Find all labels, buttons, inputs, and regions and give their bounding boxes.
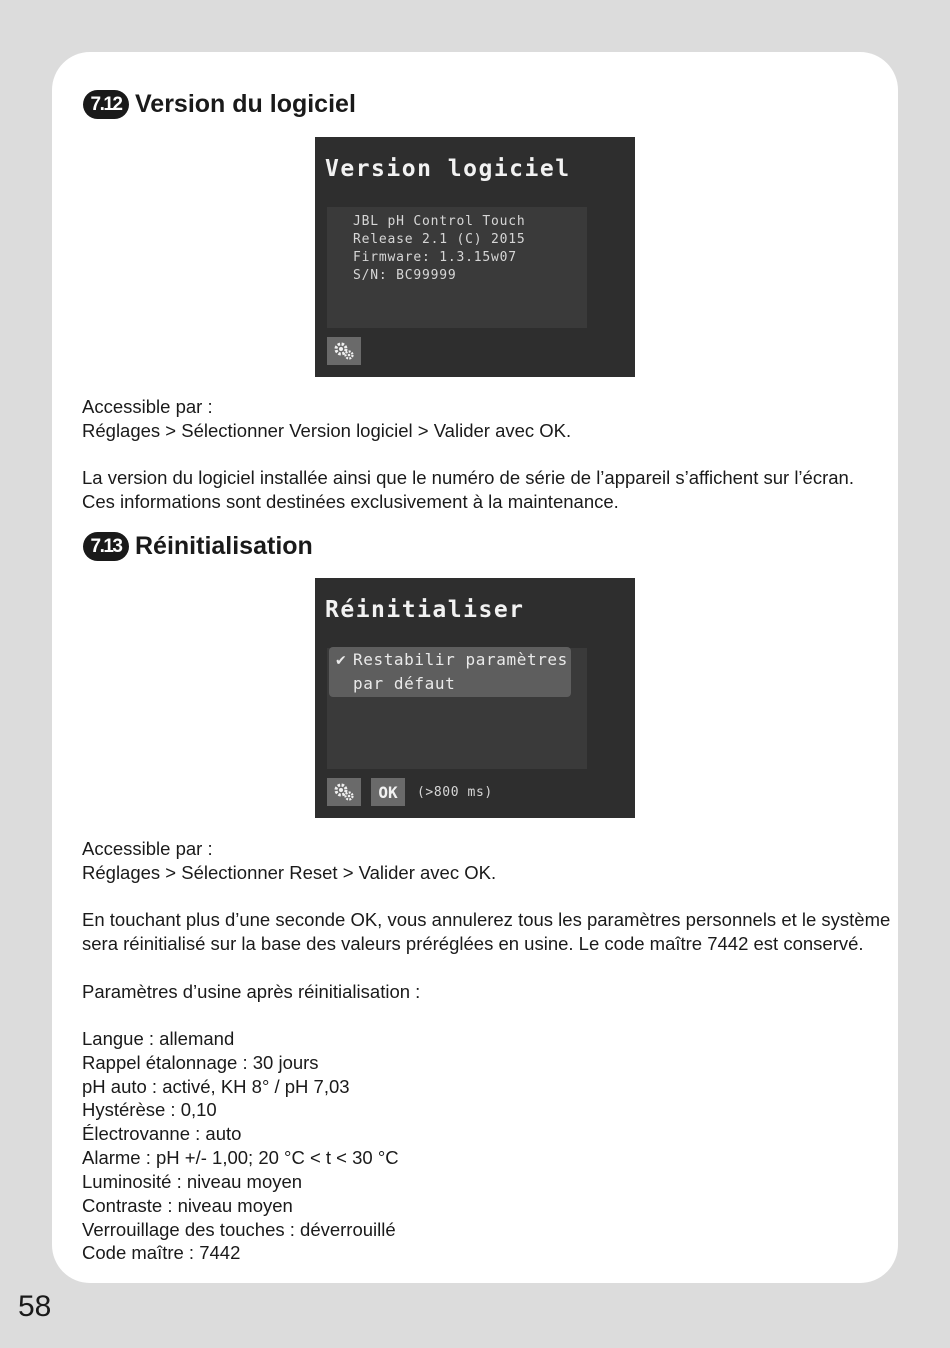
factory-setting-item: pH auto : activé, KH 8° / pH 7,03 [82, 1076, 350, 1097]
section-number-badge: 7.13 [83, 532, 129, 561]
description-line: sera réinitialisé sur la base des valeurs préréglées en usine. Le code maître 7442 est conservé. [82, 933, 864, 954]
option-label: par défaut [353, 674, 456, 693]
section-title: Version du logiciel [135, 90, 356, 118]
settings-button[interactable] [327, 778, 361, 806]
section-heading-version [83, 90, 356, 119]
version-screen [315, 137, 635, 377]
section-heading-reset [83, 532, 313, 561]
factory-setting-item: Hystérèse : 0,10 [82, 1099, 217, 1120]
access-label: Accessible par : [82, 396, 213, 417]
info-line-release: Release 2.1 (C) 2015 [353, 232, 526, 247]
page-number: 58 [18, 1290, 52, 1323]
description-line: Ces informations sont destinées exclusivement à la maintenance. [82, 491, 619, 512]
restore-defaults-option[interactable] [329, 647, 571, 697]
check-icon: ✔ [335, 652, 347, 668]
factory-setting-item: Électrovanne : auto [82, 1123, 242, 1144]
description-line: La version du logiciel installée ainsi que le numéro de série de l’appareil s’affichent sur l’écran. [82, 467, 854, 488]
info-panel [327, 207, 587, 328]
factory-setting-item: Verrouillage des touches : déverrouillé [82, 1219, 396, 1240]
settings-button[interactable] [327, 337, 361, 365]
description-line: En touchant plus d’une seconde OK, vous annulerez tous les paramètres personnels et le système [82, 909, 891, 930]
factory-settings-heading: Paramètres d’usine après réinitialisation : [82, 981, 421, 1002]
info-line-serial: S/N: BC99999 [353, 268, 457, 283]
gears-icon [333, 341, 355, 361]
section-number-badge: 7.12 [83, 90, 129, 119]
access-path: Réglages > Sélectionner Reset > Valider avec OK. [82, 862, 497, 883]
screen-title: Réinitialiser [325, 597, 525, 623]
factory-setting-item: Luminosité : niveau moyen [82, 1171, 303, 1192]
factory-setting-item: Langue : allemand [82, 1028, 235, 1049]
screen-title: Version logiciel [325, 156, 571, 182]
info-line-product: JBL pH Control Touch [353, 214, 526, 229]
factory-setting-item: Code maître : 7442 [82, 1242, 241, 1263]
hold-duration-hint: (>800 ms) [417, 785, 493, 800]
access-path: Réglages > Sélectionner Version logiciel > Valider avec OK. [82, 420, 572, 441]
reset-screen [315, 578, 635, 818]
ok-button[interactable]: OK [371, 778, 405, 806]
factory-setting-item: Contraste : niveau moyen [82, 1195, 293, 1216]
section-title: Réinitialisation [135, 532, 313, 560]
gears-icon [333, 782, 355, 802]
factory-setting-item: Rappel étalonnage : 30 jours [82, 1052, 319, 1073]
access-label: Accessible par : [82, 838, 213, 859]
info-line-firmware: Firmware: 1.3.15w07 [353, 250, 517, 265]
factory-setting-item: Alarme : pH +/- 1,00; 20 °C < t < 30 °C [82, 1147, 399, 1168]
option-label: Restabilir paramètres [353, 650, 568, 669]
